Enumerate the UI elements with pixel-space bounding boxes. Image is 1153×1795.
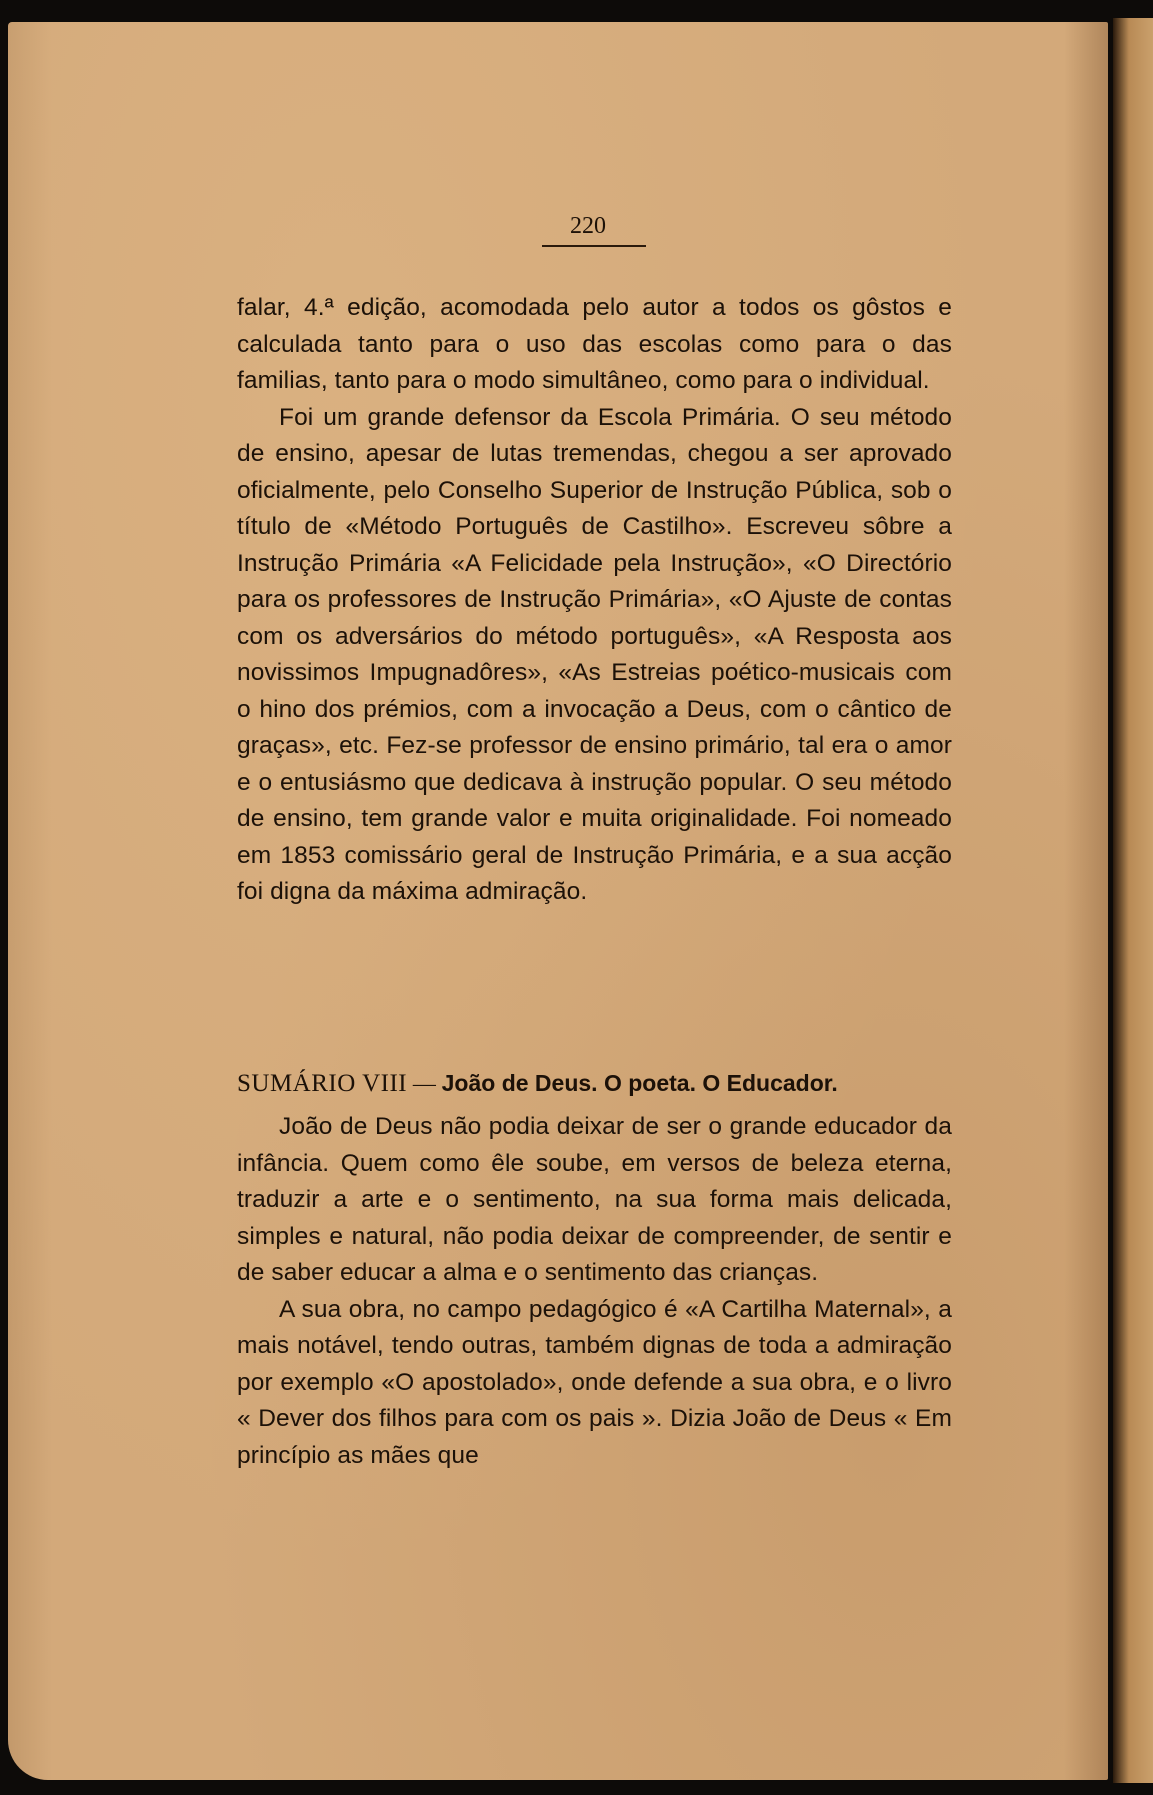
summary-dash: — [407, 1071, 442, 1096]
paragraph-joao-de-deus: João de Deus não podia deixar de ser o grande educador da infância. Quem como êle soube, em versos de beleza eterna, traduzir a arte e o sentimento, na sua forma mais delicada, simples e natural, não podia deixar de compreender, de sentir e de saber educar a alma e o sentimento das crianças. [237, 1113, 952, 1286]
paragraph-castilho: Foi um grande defensor da Escola Primária. O seu método de ensino, apesar de lutas tremendas, chegou a ser aprovado oficialmente, pelo Conselho Superior de Instrução Pública, sob o título de «Método Português de Castilho». Escreveu sôbre a Instrução Primária «A Felicidade pela Instrução», «O Directório para os professores de Instrução Primária», «O Ajuste de contas com os adversários do método português», «A Resposta aos novissimos Impugnadôres», «As Estreias poético-musicais com o hino dos prémios, com a invocação a Deus, com o cântico de graças», etc. Fez-se professor de ensino primário, tal era o amor e o entusiásmo que dedicava à instrução popular. O seu método de ensino, tem grande valor e muita originalidade. Foi nomeado em 1853 comissário geral de Instrução Primária, e a sua acção foi digna da máxima admiração. [237, 403, 952, 905]
text-block-before-summary [237, 290, 952, 911]
page-number: 220 [570, 213, 606, 239]
paragraph-continuation: falar, 4.ª edição, acomodada pelo autor a todos os gôstos e calculada tanto para o uso das escolas como para o das familias, tanto para o modo simultâneo, como para o individual. [237, 294, 952, 394]
summary-heading [237, 1070, 957, 1098]
text-block-after-summary [237, 1109, 952, 1474]
paragraph-cartilha: A sua obra, no campo pedagógico é «A Cartilha Maternal», a mais notável, tendo outras, também dignas de toda a admiração por exemplo «O apostolado», onde defende a sua obra, e o livro « Dever dos filhos para com os pais ». Dizia João de Deus « Em princípio as mães que [237, 1295, 952, 1469]
page-number-rule [542, 245, 646, 247]
summary-topics: João de Deus. O poeta. O Educador. [441, 1070, 838, 1096]
next-page-edge [1113, 18, 1153, 1783]
summary-label: SUMÁRIO VIII [237, 1070, 408, 1097]
